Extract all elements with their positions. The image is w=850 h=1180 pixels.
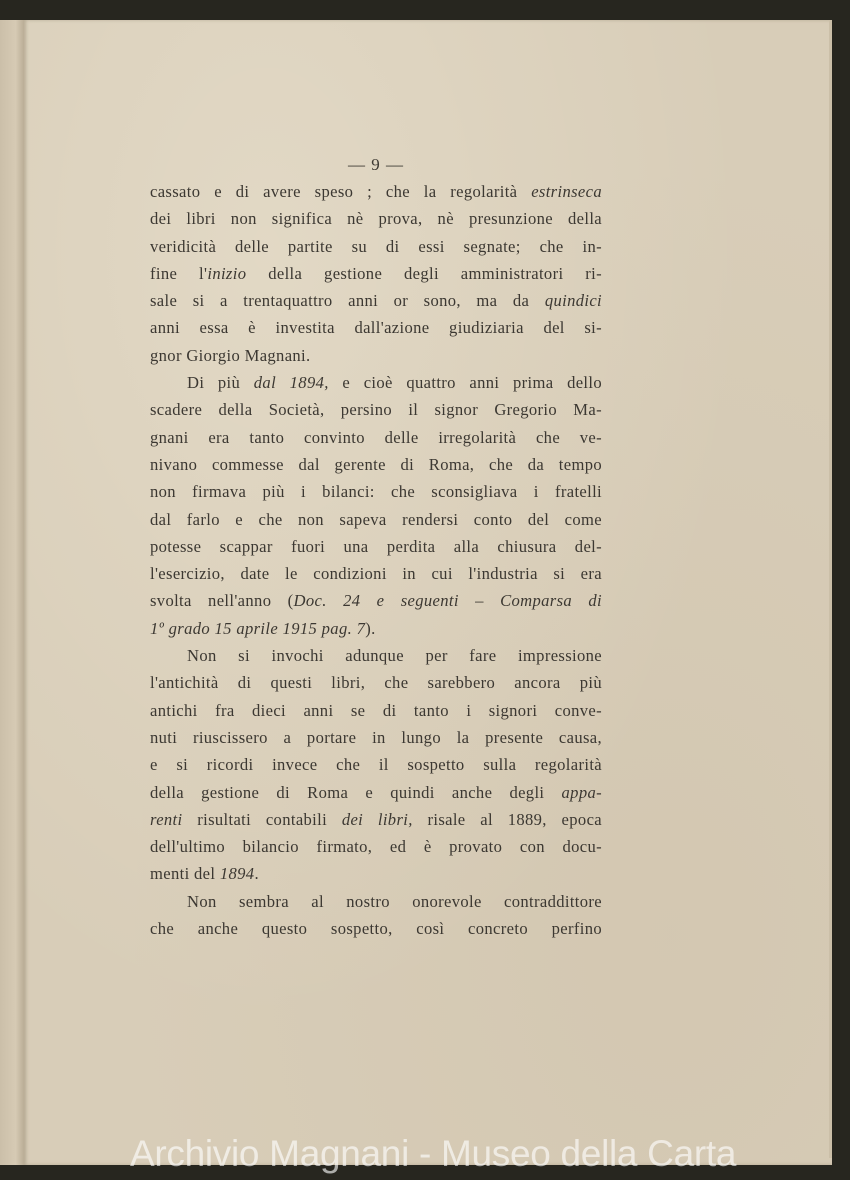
text-line bbox=[150, 697, 602, 724]
text-run: che anche questo sospetto, così concreto perfino bbox=[150, 919, 602, 939]
text-line bbox=[150, 314, 602, 341]
paragraph bbox=[150, 888, 602, 943]
text-line bbox=[150, 506, 602, 533]
italic-text: renti bbox=[150, 809, 183, 829]
text-run: Non si invochi adunque per fare impressione bbox=[187, 646, 602, 666]
text-line bbox=[150, 424, 602, 451]
italic-text: appa- bbox=[561, 782, 602, 802]
text-line bbox=[150, 260, 602, 287]
text-line bbox=[150, 205, 602, 232]
text-run: Non sembra al nostro onorevole contraddittore bbox=[187, 891, 602, 911]
italic-text: estrinseca bbox=[531, 182, 602, 201]
paragraph bbox=[150, 642, 602, 888]
text-line bbox=[150, 806, 602, 833]
previous-page-edge bbox=[0, 20, 26, 1165]
text-run: dal farlo e che non sapeva rendersi conto del come bbox=[150, 509, 602, 529]
text-run: ). bbox=[365, 618, 376, 638]
text-run: gnani era tanto convinto delle irregolarità che ve- bbox=[150, 427, 602, 447]
paragraph bbox=[150, 369, 602, 642]
italic-text: dal 1894, bbox=[253, 373, 329, 393]
text-run: dell'ultimo bilancio firmato, ed è provato con docu- bbox=[150, 837, 602, 857]
body-text bbox=[150, 178, 602, 942]
text-run: non firmava più i bilanci: che sconsigliava i fratelli bbox=[150, 482, 602, 502]
text-run: risale al 1889, epoca bbox=[412, 809, 602, 829]
text-line bbox=[150, 287, 602, 314]
text-line bbox=[150, 396, 602, 423]
text-run: fine l' bbox=[150, 263, 208, 283]
text-line bbox=[150, 888, 602, 915]
text-line bbox=[150, 560, 602, 587]
text-line bbox=[150, 369, 602, 396]
text-run: svolta nell'anno ( bbox=[150, 591, 294, 611]
text-run: e cioè quattro anni prima dello bbox=[328, 373, 602, 393]
text-line bbox=[150, 533, 602, 560]
text-line bbox=[150, 915, 602, 942]
text-run: gnor Giorgio Magnani. bbox=[150, 345, 311, 365]
text-run: e si ricordi invece che il sospetto sulla regolarità bbox=[150, 755, 602, 775]
italic-text: 1894 bbox=[219, 864, 255, 884]
text-run: l'antichità di questi libri, che sarebbero ancora più bbox=[150, 673, 602, 693]
text-line bbox=[150, 724, 602, 751]
text-line bbox=[150, 642, 602, 669]
text-line bbox=[150, 860, 602, 887]
italic-text: inizio bbox=[207, 263, 247, 283]
text-line bbox=[150, 233, 602, 260]
text-run: dei libri non significa nè prova, nè presunzione della bbox=[150, 209, 602, 229]
text-run: della gestione di Roma e quindi anche degli bbox=[150, 782, 562, 802]
text-run: nuti riuscissero a portare in lungo la presente causa, bbox=[150, 727, 602, 747]
text-run: l'esercizio, date le condizioni in cui l'industria si era bbox=[150, 564, 602, 584]
text-line bbox=[150, 342, 602, 369]
text-line bbox=[150, 478, 602, 505]
text-line bbox=[150, 615, 602, 642]
italic-text: dei libri, bbox=[341, 809, 413, 829]
text-line bbox=[150, 833, 602, 860]
text-run: antichi fra dieci anni se di tanto i signori conve- bbox=[150, 700, 602, 720]
text-line bbox=[150, 587, 602, 614]
text-run: . bbox=[254, 864, 259, 884]
text-line bbox=[150, 751, 602, 778]
archive-watermark: Archivio Magnani - Museo della Carta bbox=[130, 1133, 737, 1174]
text-run: sale si a trentaquattro anni or sono, ma da bbox=[150, 291, 545, 311]
text-line bbox=[150, 178, 602, 205]
text-run: potesse scappar fuori una perdita alla chiusura del- bbox=[150, 536, 602, 556]
paragraph bbox=[150, 178, 602, 369]
text-run: nivano commesse dal gerente di Roma, che da tempo bbox=[150, 454, 602, 474]
italic-text: 1º grado 15 aprile 1915 pag. 7 bbox=[150, 618, 366, 638]
text-line bbox=[150, 451, 602, 478]
text-run: menti del bbox=[150, 864, 220, 884]
text-run: risultati contabili bbox=[182, 809, 342, 829]
page-edge bbox=[829, 20, 832, 1158]
text-run: anni essa è investita dall'azione giudiziaria del si- bbox=[150, 318, 602, 338]
text-line bbox=[150, 669, 602, 696]
text-run: veridicità delle partite su di essi segnate; che in- bbox=[150, 236, 602, 256]
page-number: — 9 — bbox=[348, 155, 404, 174]
text-run: cassato e di avere speso ; che la regolarità bbox=[150, 182, 532, 201]
text-run: scadere della Società, persino il signor Gregorio Ma- bbox=[150, 400, 602, 420]
text-run: Di più bbox=[187, 373, 254, 393]
text-run: della gestione degli amministratori ri- bbox=[246, 263, 602, 283]
italic-text: Doc. 24 e seguenti – Comparsa di bbox=[293, 591, 602, 611]
text-line bbox=[150, 779, 602, 806]
italic-text: quindici bbox=[544, 291, 602, 311]
